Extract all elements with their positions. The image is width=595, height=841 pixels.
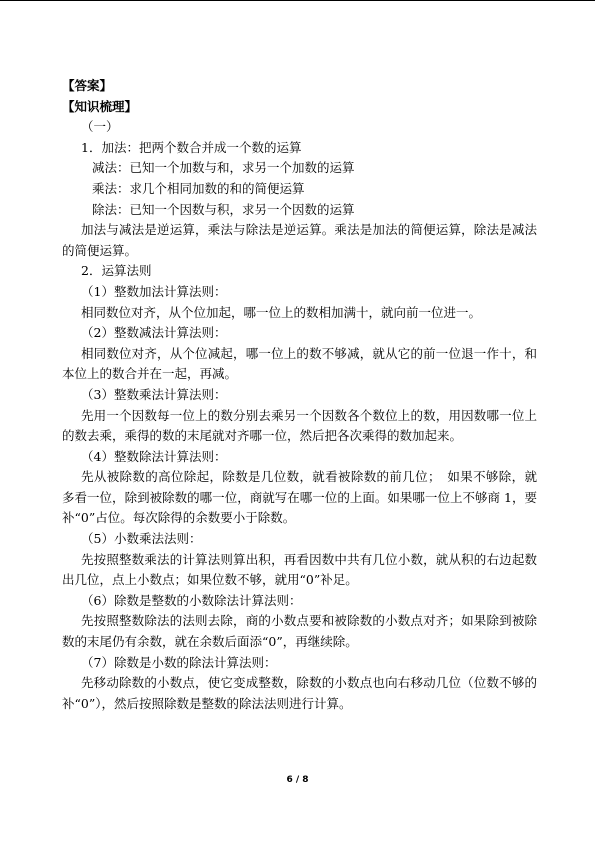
rule-3-title: （3）整数乘法计算法则： <box>81 386 227 402</box>
rule-6-body: 先按照整数除法的法则去除，商的小数点要和被除数的小数点对齐；如果除到被除数的末尾仍有余数，就在余数后面添“0”，再继续除。 <box>62 613 537 650</box>
subtraction-definition: 减法：已知一个加数与和，求另一个加数的运算 <box>92 160 355 176</box>
rule-4-title: （4）整数除法计算法则： <box>81 448 227 464</box>
addition-definition: 1．加法：把两个数合并成一个数的运算 <box>81 139 302 155</box>
rule-4-body: 先从被除数的高位除起，除数是几位数，就看被除数的前几位； 如果不够除，就多看一位，除到被除数的哪一位，商就写在哪一位的上面。如果哪一位上不够商 1，要补“0”占位。每次除得的余数要小于除数。 <box>62 469 537 526</box>
rule-7-title: （7）除数是小数的除法计算法则： <box>81 654 277 670</box>
heading-answer: 【答案】 <box>62 78 113 93</box>
rule-2-body: 相同数位对齐，从个位减起，哪一位上的数不够减，就从它的前一位退一作十，和本位上的数合并在一起，再减。 <box>62 345 537 382</box>
division-definition: 除法：已知一个因数与积，求另一个因数的运算 <box>92 201 355 217</box>
rule-6-title: （6）除数是整数的小数除法计算法则： <box>81 592 302 608</box>
document-body <box>62 76 537 714</box>
section-one-label: （一） <box>81 119 119 135</box>
rule-1-body: 相同数位对齐，从个位加起，哪一位上的数相加满十，就向前一位进一。 <box>81 304 482 320</box>
rule-5-title: （5）小数乘法法则： <box>81 531 202 547</box>
rule-1-title: （1）整数加法计算法则： <box>81 283 227 299</box>
rule-2-title: （2）整数减法计算法则： <box>81 325 227 341</box>
heading-knowledge: 【知识梳理】 <box>62 98 138 114</box>
header-rule <box>0 0 595 1</box>
rule-5-body: 先按照整数乘法的计算法则算出积，再看因数中共有几位小数，就从积的右边起数出几位，点上小数点；如果位数不够，就用“0”补足。 <box>62 551 537 588</box>
rule-7-body: 先移动除数的小数点，使它变成整数，除数的小数点也向右移动几位（位数不够的补“0”），然后按照除数是整数的除法法则进行计算。 <box>62 675 537 711</box>
page-number: 6 / 8 <box>286 775 309 785</box>
rules-title: 2．运算法则 <box>81 263 152 279</box>
inverse-operations-paragraph: 加法与减法是逆运算，乘法与除法是逆运算。乘法是加法的简便运算，除法是减法的简便运算。 <box>62 222 537 258</box>
multiplication-definition: 乘法：求几个相同加数的和的简便运算 <box>92 180 305 196</box>
rule-3-body: 先用一个因数每一位上的数分别去乘另一个因数各个数位上的数，用因数哪一位上的数去乘，乘得的数的末尾就对齐哪一位，然后把各次乘得的数加起来。 <box>62 407 537 444</box>
